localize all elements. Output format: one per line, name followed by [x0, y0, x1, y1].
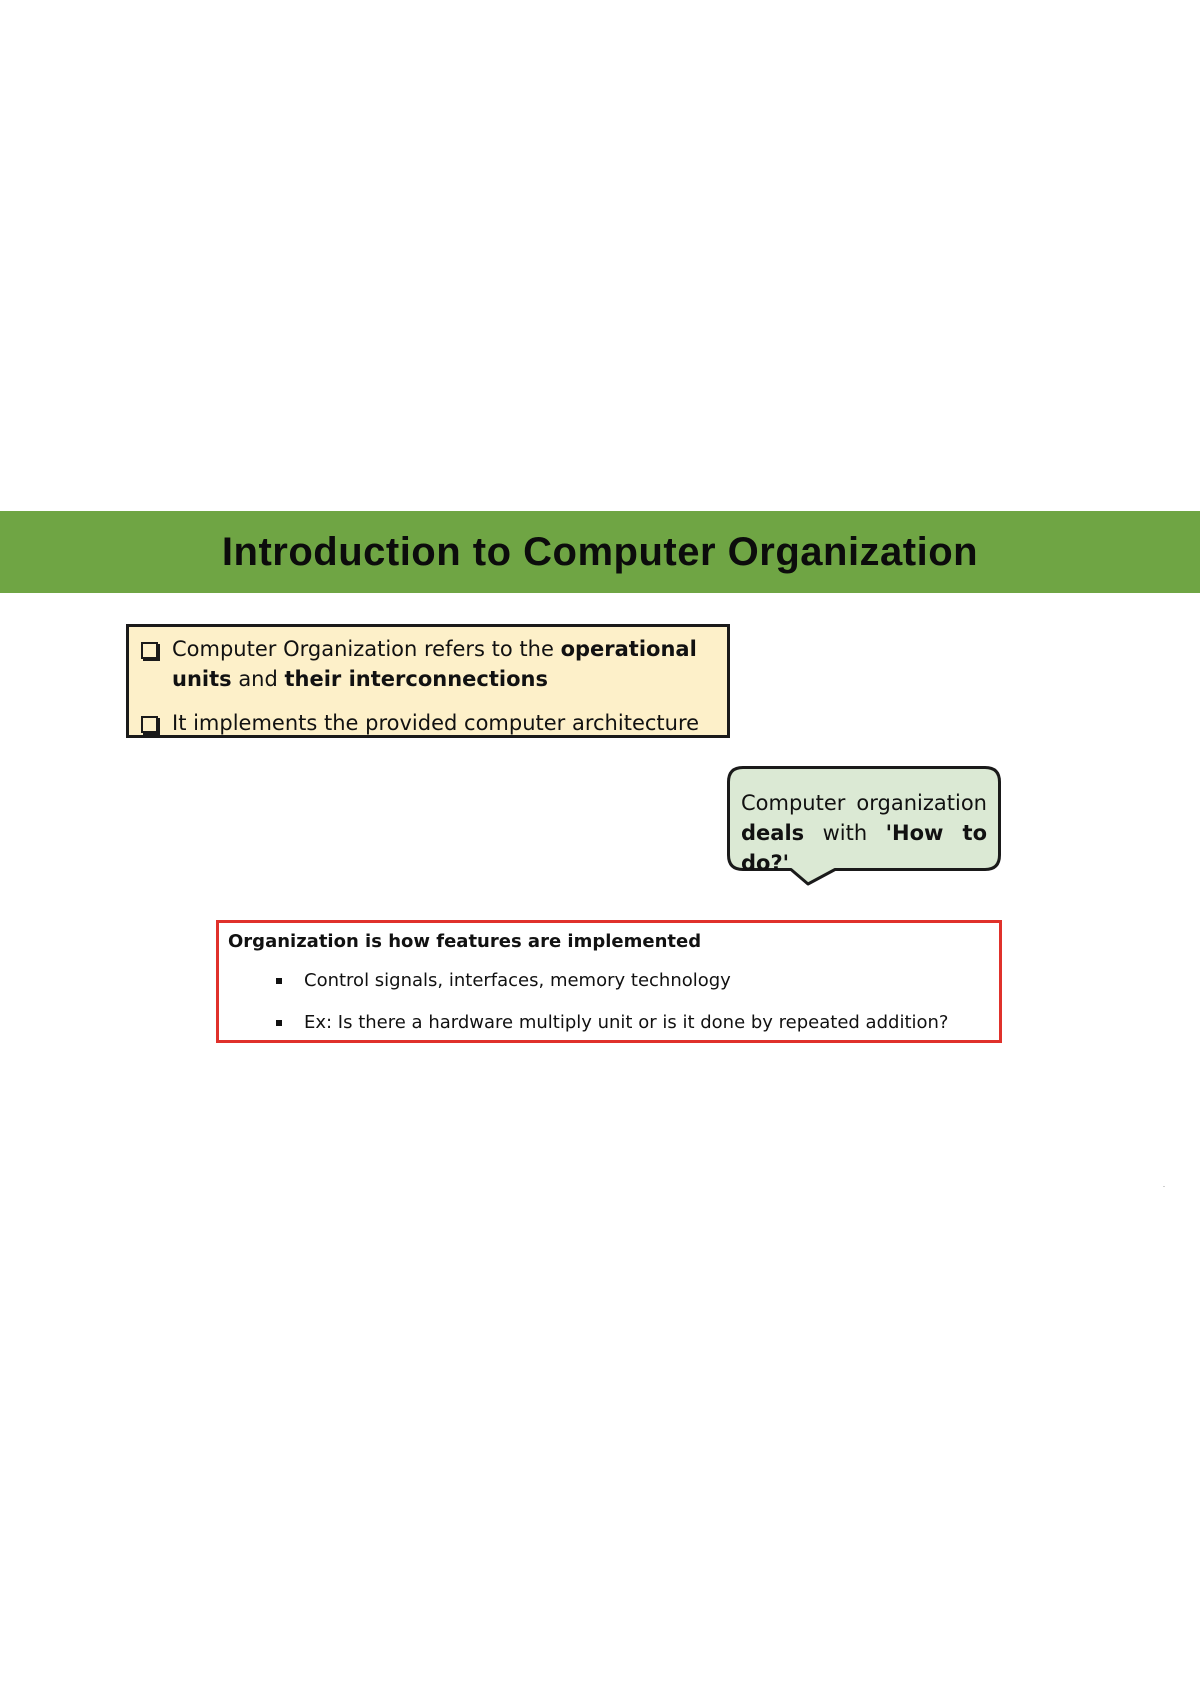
callout-text — [741, 788, 987, 878]
checkbox-bullet-icon — [141, 642, 158, 659]
definition-item-text — [172, 634, 717, 694]
scan-artifact — [1163, 1186, 1165, 1187]
definition-box — [126, 624, 730, 738]
list-item-text: Ex: Is there a hardware multiply unit or is it done by repeated addition? — [304, 1012, 949, 1033]
definition-item — [139, 708, 717, 738]
definition-item — [139, 634, 717, 694]
list-item — [276, 969, 990, 993]
implementation-list — [228, 969, 990, 1035]
slide-title: Introduction to Computer Organization — [221, 529, 979, 574]
definition-item-text — [172, 708, 699, 738]
list-item — [276, 1011, 990, 1035]
callout-line — [741, 788, 987, 818]
callout-bubble — [727, 766, 1001, 875]
bold-segment: their interconnections — [284, 667, 548, 691]
implementation-box — [216, 920, 1002, 1043]
text-segment: and — [231, 667, 285, 691]
text-segment: It implements the provided computer architecture — [172, 711, 700, 735]
checkbox-bullet-icon — [141, 716, 158, 733]
text-segment: Computer Organization refers to the — [172, 637, 561, 661]
callout-word: organization — [856, 791, 987, 815]
callout-bold: 'How to do?' — [741, 821, 988, 875]
callout-plain: with — [804, 821, 886, 845]
bold-segment: operational units — [172, 637, 697, 691]
list-item-text: Control signals, interfaces, memory technology — [304, 970, 731, 991]
callout-line — [741, 818, 987, 878]
square-bullet-icon — [276, 1020, 282, 1026]
implementation-heading: Organization is how features are implemented — [228, 931, 702, 952]
square-bullet-icon — [276, 978, 282, 984]
callout-word: Computer — [741, 791, 846, 815]
title-band — [0, 511, 1200, 593]
callout-bold: deals — [741, 821, 805, 845]
